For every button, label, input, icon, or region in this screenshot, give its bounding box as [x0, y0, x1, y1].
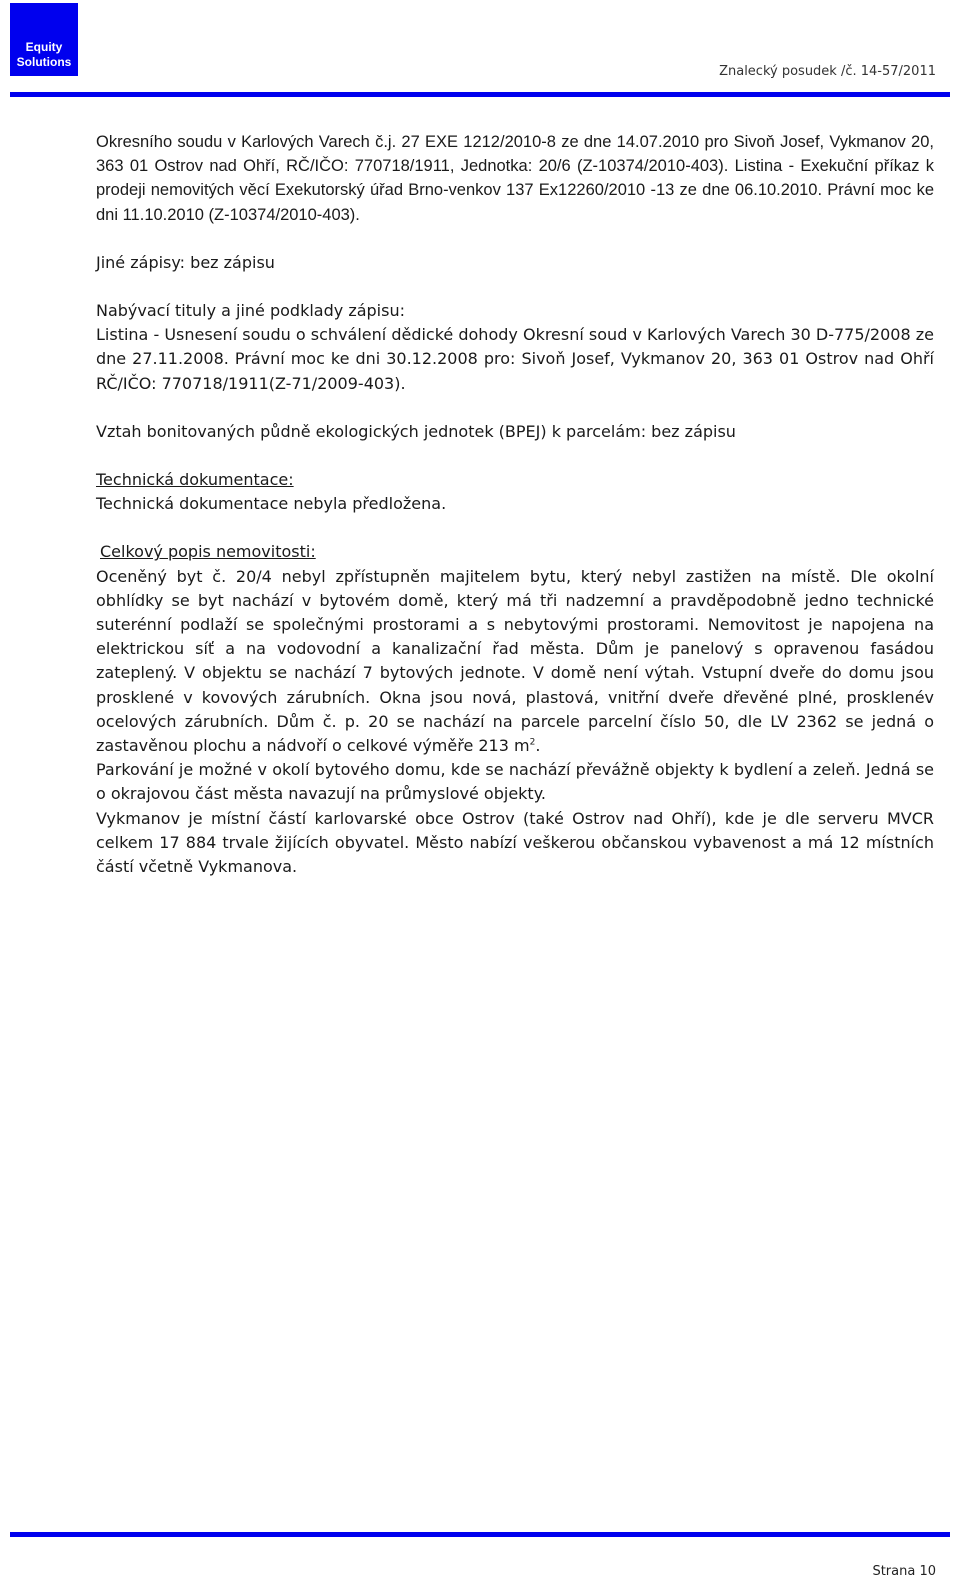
property-description-body: Oceněný byt č. 20/4 nebyl zpřístupněn majitelem bytu, který nebyl zastižen na místě. Dle okolní obhlídky se byt nachází v bytovém domě, který má tři nadzemní a pravděpodobně jedno technické suterénní podlaží se společnými prostorami a s nebytovými prostorami. Nemovitost je napojena na elektrickou síť a na vodovodní a kanalizační řad města. Dům je panelový s opravenou fasádou zateplený. V objektu se nachází 7 bytových jednote. V domě není výtah. Vstupní dveře do domu jsou prosklené v kovových zárubních. Okna jsou nová, plastová, vnitřní dveře dřevěné plné, prosklenév ocelových zárubních. Dům č. p. 20 se nachází na parcele parcelní číslo 50, dle LV 2362 se jedná o zastavěnou plochu a nádvoří o celkové výměře 213 m — [96, 566, 934, 756]
area-unit-superscript: 2 — [529, 737, 536, 748]
intro-paragraph: Okresního soudu v Karlových Varech č.j. 27 EXE 1212/2010-8 ze dne 14.07.2010 pro Sivoň Josef, Vykmanov 20, 363 01 Ostrov nad Ohří, RČ/IČO: 770718/1911, Jednotka: 20/6 (Z-10374/2010-403). Listina - Exekuční příkaz k prodeji nemovitých věcí Exekutorský úřad Brno-venkov 137 Ex12260/2010 -13 ze dne 06.10.2010. Právní moc ke dni 11.10.2010 (Z-10374/2010-403). — [96, 133, 934, 224]
property-description-text — [96, 565, 934, 759]
document-reference: Znalecký posudek /č. 14-57/2011 — [719, 64, 936, 79]
acquisition-titles-heading: Nabývací tituly a jiné podklady zápisu: — [96, 301, 405, 321]
property-description-heading: Celkový popis nemovitosti: — [100, 542, 316, 562]
footer-rule — [10, 1532, 950, 1537]
page-content — [96, 130, 934, 879]
logo-line-1: Equity — [25, 40, 63, 54]
company-logo — [10, 3, 78, 76]
logo-line-2: Solutions — [16, 55, 72, 69]
vykmanov-paragraph: Vykmanov je místní částí karlovarské obce Ostrov (také Ostrov nad Ohří), kde je dle serveru MVCR celkem 17 884 trvale žijících obyvatel. Město nabízí veškerou občanskou vybavenost a má 12 místních částí včetně Vykmanova. — [96, 808, 934, 877]
page-number: Strana 10 — [872, 1564, 936, 1579]
bpej-relation: Vztah bonitovaných půdně ekologických jednotek (BPEJ) k parcelám: bez zápisu — [96, 421, 736, 441]
other-records: Jiné zápisy: bez zápisu — [96, 252, 275, 272]
technical-docs-heading: Technická dokumentace: — [96, 470, 294, 490]
acquisition-titles-text: Listina - Usnesení soudu o schválení dědické dohody Okresní soud v Karlových Varech 30 D-775/2008 ze dne 27.11.2008. Právní moc ke dni 30.12.2008 pro: Sivoň Josef, Vykmanov 20, 363 01 Ostrov nad Ohří RČ/IČO: 770718/1911(Z-71/2009-403). — [96, 325, 934, 393]
technical-docs-text: Technická dokumentace nebyla předložena. — [96, 494, 447, 514]
parking-paragraph: Parkování je možné v okolí bytového domu, kde se nachází převážně objekty k bydlení a zeleň. Jedná se o okrajovou část města navazují na průmyslové objekty. — [96, 760, 934, 804]
header-rule — [10, 92, 950, 97]
property-description-end: . — [535, 736, 541, 756]
